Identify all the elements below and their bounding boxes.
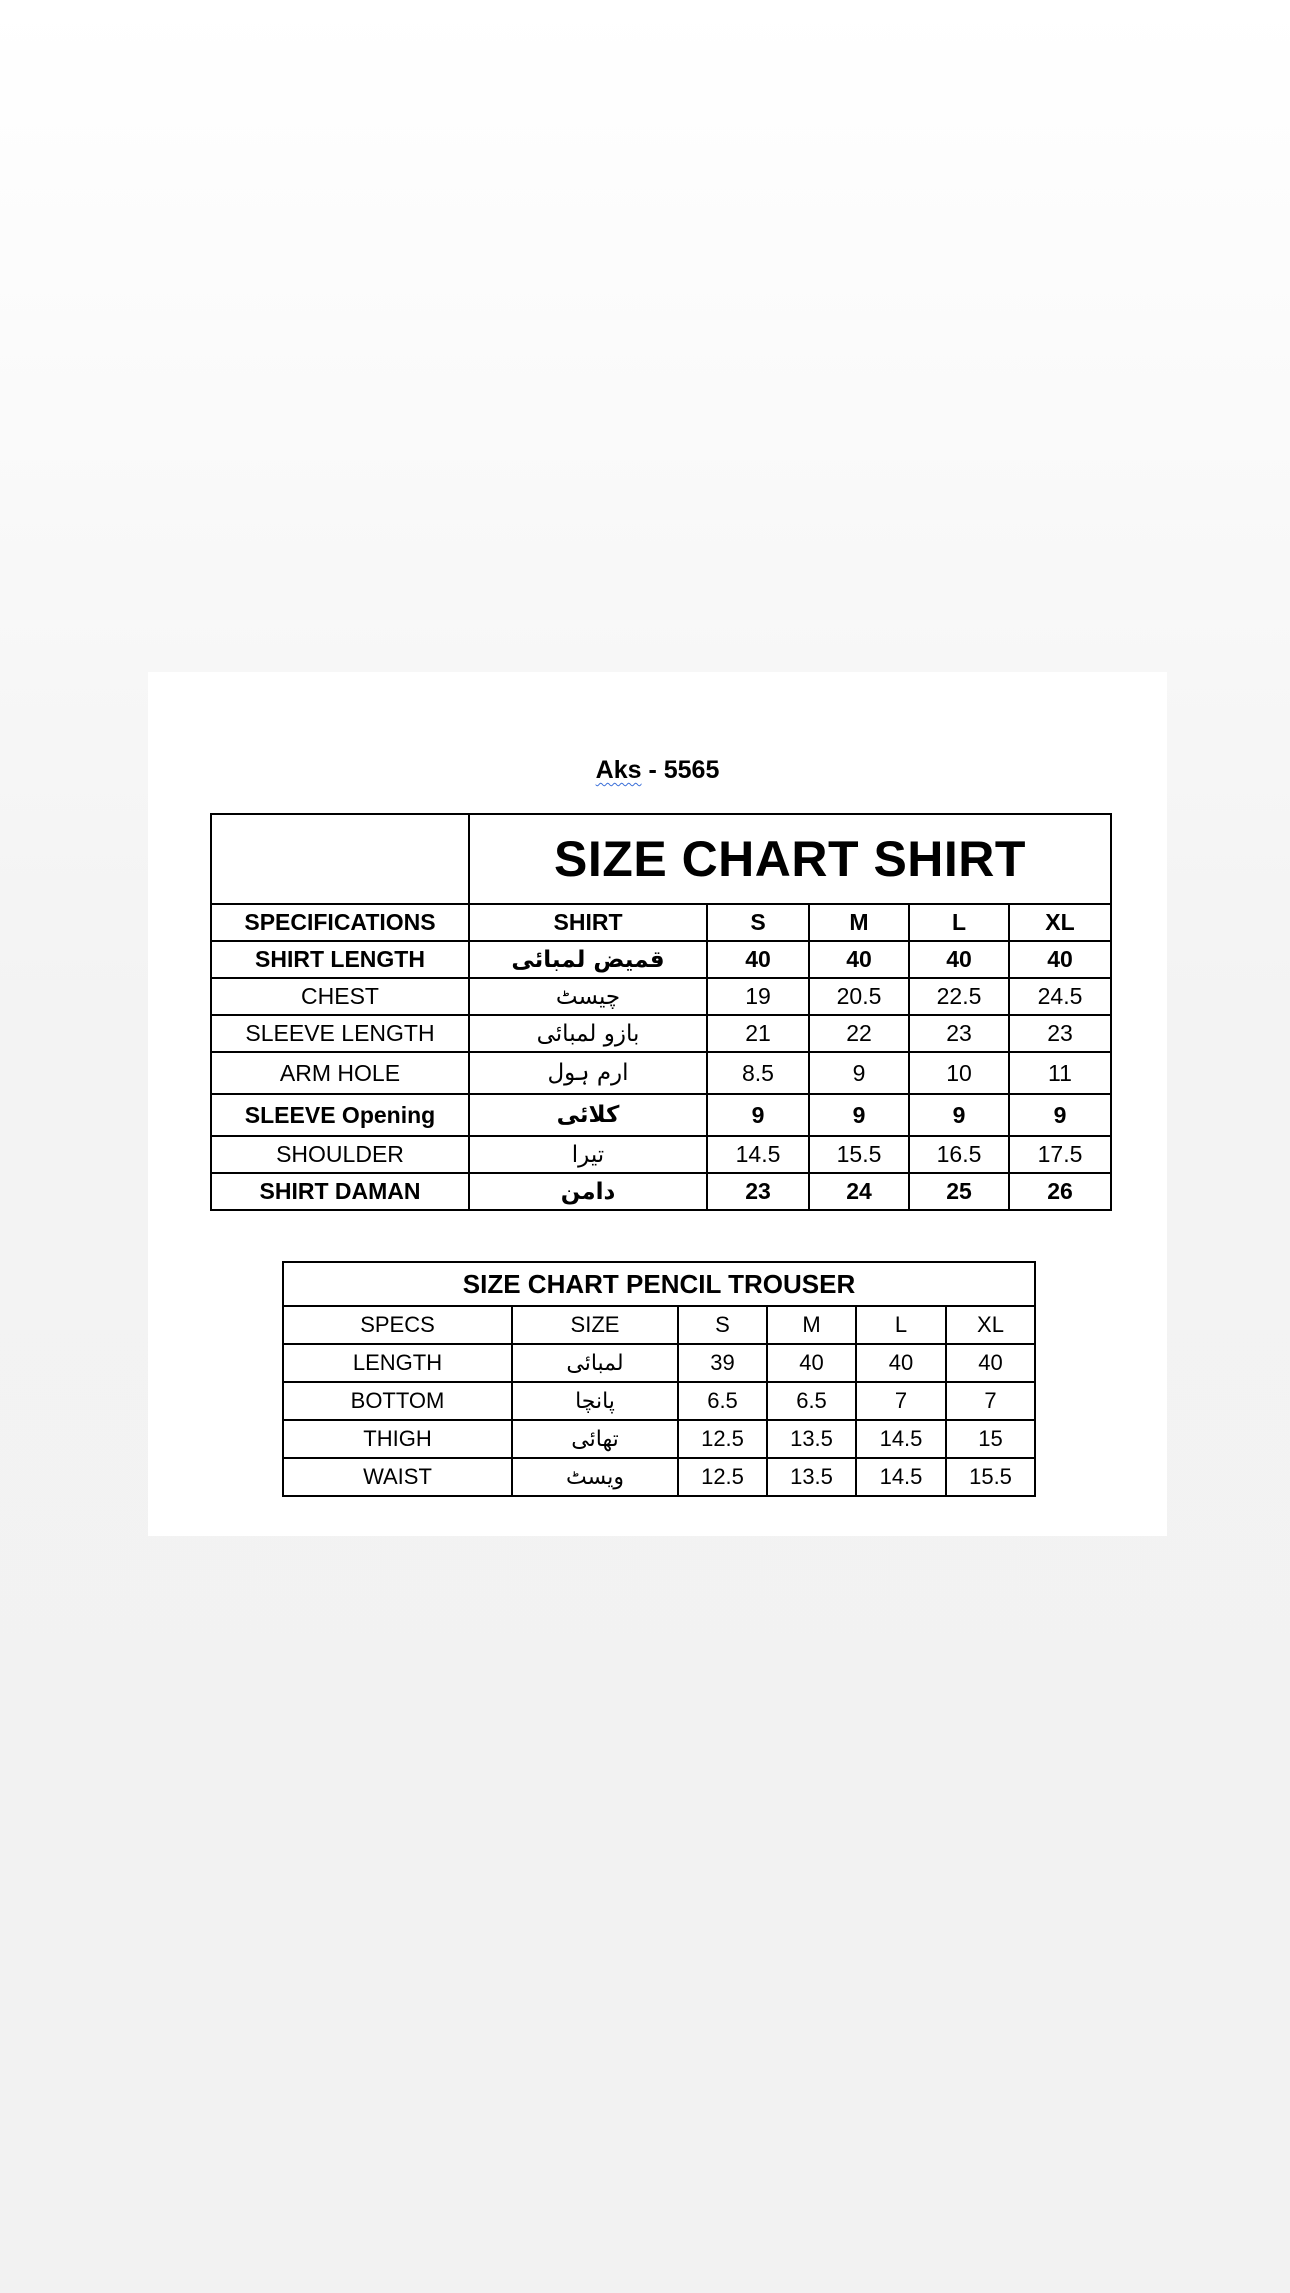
column-header: M xyxy=(809,904,909,941)
document-page xyxy=(148,672,1167,1536)
empty-cell xyxy=(211,814,469,904)
urdu-label: تیرا xyxy=(469,1136,707,1173)
size-value: 9 xyxy=(809,1094,909,1136)
spec-label: SLEEVE LENGTH xyxy=(211,1015,469,1052)
size-value: 40 xyxy=(1009,941,1111,978)
table-row xyxy=(283,1458,1035,1496)
size-value: 19 xyxy=(707,978,809,1015)
column-header: S xyxy=(678,1306,767,1344)
size-value: 22 xyxy=(809,1015,909,1052)
urdu-label: پانچا xyxy=(512,1382,678,1420)
size-value: 39 xyxy=(678,1344,767,1382)
spec-label: SLEEVE Opening xyxy=(211,1094,469,1136)
size-value: 14.5 xyxy=(707,1136,809,1173)
urdu-label: بازو لمبائی xyxy=(469,1015,707,1052)
shirt-size-chart-table xyxy=(210,813,1112,1211)
size-value: 15.5 xyxy=(946,1458,1035,1496)
spec-label: CHEST xyxy=(211,978,469,1015)
size-value: 40 xyxy=(707,941,809,978)
size-value: 12.5 xyxy=(678,1458,767,1496)
size-value: 17.5 xyxy=(1009,1136,1111,1173)
column-header: L xyxy=(856,1306,946,1344)
shirt-title-row xyxy=(211,814,1111,904)
size-value: 6.5 xyxy=(678,1382,767,1420)
size-value: 15 xyxy=(946,1420,1035,1458)
size-value: 22.5 xyxy=(909,978,1009,1015)
size-value: 9 xyxy=(707,1094,809,1136)
urdu-label: لمبائی xyxy=(512,1344,678,1382)
urdu-label: قمیض لمبائی xyxy=(469,941,707,978)
trouser-chart-title: SIZE CHART PENCIL TROUSER xyxy=(283,1262,1035,1306)
size-value: 23 xyxy=(707,1173,809,1210)
column-header: SPECS xyxy=(283,1306,512,1344)
urdu-label: ارم ہول xyxy=(469,1052,707,1094)
size-value: 14.5 xyxy=(856,1420,946,1458)
table-row xyxy=(211,978,1111,1015)
size-value: 23 xyxy=(1009,1015,1111,1052)
size-value: 9 xyxy=(1009,1094,1111,1136)
shirt-chart-title: SIZE CHART SHIRT xyxy=(469,814,1111,904)
size-value: 40 xyxy=(767,1344,856,1382)
size-value: 15.5 xyxy=(809,1136,909,1173)
column-header: XL xyxy=(1009,904,1111,941)
spec-label: SHOULDER xyxy=(211,1136,469,1173)
size-value: 40 xyxy=(856,1344,946,1382)
size-value: 13.5 xyxy=(767,1420,856,1458)
size-value: 9 xyxy=(809,1052,909,1094)
size-value: 24 xyxy=(809,1173,909,1210)
title-rest: - 5565 xyxy=(641,756,720,784)
trouser-header-row xyxy=(283,1306,1035,1344)
size-value: 6.5 xyxy=(767,1382,856,1420)
size-value: 20.5 xyxy=(809,978,909,1015)
table-row xyxy=(211,1173,1111,1210)
table-row xyxy=(283,1420,1035,1458)
column-header: S xyxy=(707,904,809,941)
document-title xyxy=(148,756,1167,785)
table-row xyxy=(211,941,1111,978)
size-value: 23 xyxy=(909,1015,1009,1052)
size-value: 11 xyxy=(1009,1052,1111,1094)
urdu-label: تھائی xyxy=(512,1420,678,1458)
title-prefix: Aks xyxy=(595,756,642,784)
table-row xyxy=(283,1344,1035,1382)
spec-label: WAIST xyxy=(283,1458,512,1496)
column-header: M xyxy=(767,1306,856,1344)
size-value: 24.5 xyxy=(1009,978,1111,1015)
size-value: 40 xyxy=(809,941,909,978)
column-header: L xyxy=(909,904,1009,941)
table-row xyxy=(211,1052,1111,1094)
spec-label: SHIRT LENGTH xyxy=(211,941,469,978)
size-value: 26 xyxy=(1009,1173,1111,1210)
trouser-size-chart-table xyxy=(282,1261,1036,1497)
spec-label: LENGTH xyxy=(283,1344,512,1382)
spec-label: ARM HOLE xyxy=(211,1052,469,1094)
spec-label: BOTTOM xyxy=(283,1382,512,1420)
table-row xyxy=(211,1136,1111,1173)
size-value: 14.5 xyxy=(856,1458,946,1496)
size-value: 21 xyxy=(707,1015,809,1052)
table-row xyxy=(283,1382,1035,1420)
size-value: 13.5 xyxy=(767,1458,856,1496)
size-value: 40 xyxy=(909,941,1009,978)
size-value: 10 xyxy=(909,1052,1009,1094)
size-value: 40 xyxy=(946,1344,1035,1382)
column-header: XL xyxy=(946,1306,1035,1344)
size-value: 7 xyxy=(946,1382,1035,1420)
size-value: 7 xyxy=(856,1382,946,1420)
table-row xyxy=(211,1094,1111,1136)
spec-label: SHIRT DAMAN xyxy=(211,1173,469,1210)
size-value: 12.5 xyxy=(678,1420,767,1458)
urdu-label: ویسٹ xyxy=(512,1458,678,1496)
size-value: 9 xyxy=(909,1094,1009,1136)
size-value: 25 xyxy=(909,1173,1009,1210)
trouser-title-row xyxy=(283,1262,1035,1306)
urdu-label: چیسٹ xyxy=(469,978,707,1015)
size-value: 16.5 xyxy=(909,1136,1009,1173)
urdu-label: دامن xyxy=(469,1173,707,1210)
column-header: SIZE xyxy=(512,1306,678,1344)
size-value: 8.5 xyxy=(707,1052,809,1094)
column-header: SPECIFICATIONS xyxy=(211,904,469,941)
column-header: SHIRT xyxy=(469,904,707,941)
shirt-header-row xyxy=(211,904,1111,941)
table-row xyxy=(211,1015,1111,1052)
urdu-label: کلائی xyxy=(469,1094,707,1136)
spec-label: THIGH xyxy=(283,1420,512,1458)
